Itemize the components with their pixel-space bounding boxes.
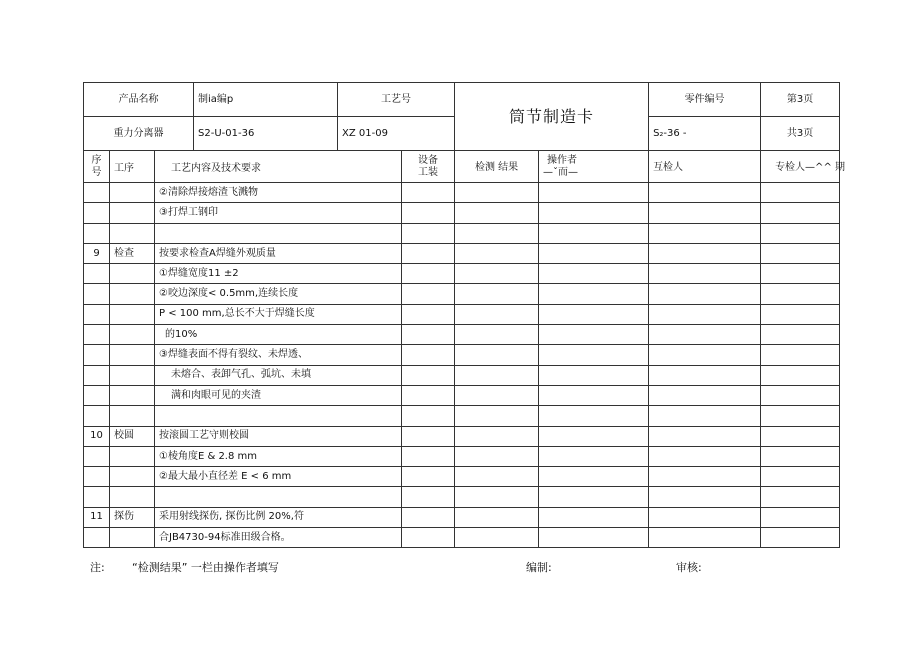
row-process (110, 446, 155, 466)
row-operator[interactable] (539, 467, 649, 487)
row-process (110, 264, 155, 284)
row-seq (84, 487, 110, 507)
row-equipment[interactable] (402, 325, 455, 345)
row-special-check[interactable] (761, 426, 840, 446)
table-row (84, 304, 840, 324)
row-mutual-check[interactable] (649, 487, 761, 507)
row-result[interactable] (455, 284, 539, 304)
row-seq (84, 203, 110, 223)
row-special-check[interactable] (761, 264, 840, 284)
row-operator[interactable] (539, 406, 649, 426)
row-seq (84, 345, 110, 365)
row-operator[interactable] (539, 365, 649, 385)
row-seq (84, 385, 110, 405)
row-result[interactable] (455, 264, 539, 284)
header-row-1 (84, 83, 840, 117)
part-no-label: 零件编号 (649, 83, 761, 117)
col-equipment (402, 151, 455, 183)
row-seq (84, 406, 110, 426)
row-operator[interactable] (539, 446, 649, 466)
row-seq (84, 325, 110, 345)
row-result[interactable] (455, 365, 539, 385)
table-row (84, 406, 840, 426)
row-mutual-check[interactable] (649, 304, 761, 324)
row-equipment[interactable] (402, 507, 455, 527)
row-equipment[interactable] (402, 487, 455, 507)
table-row (84, 528, 840, 548)
row-equipment[interactable] (402, 304, 455, 324)
row-special-check[interactable] (761, 325, 840, 345)
row-result[interactable] (455, 446, 539, 466)
row-special-check[interactable] (761, 304, 840, 324)
row-process (110, 183, 155, 203)
table-row (84, 264, 840, 284)
row-content: ①焊缝宽度11 ±2 (155, 264, 402, 284)
row-equipment[interactable] (402, 365, 455, 385)
row-result[interactable] (455, 487, 539, 507)
row-equipment[interactable] (402, 385, 455, 405)
table-row (84, 243, 840, 263)
row-operator[interactable] (539, 243, 649, 263)
row-process (110, 325, 155, 345)
table-row (84, 467, 840, 487)
footer-note-text: “检测结果” 一栏由操作者填写 (132, 561, 279, 574)
col-mutual-check: 互检人 (649, 151, 761, 183)
row-content: 采用射线探伤, 探伤比例 20%,符 (155, 507, 402, 527)
row-mutual-check[interactable] (649, 203, 761, 223)
row-content: ②咬边深度< 0.5mm,连续长度 (155, 284, 402, 304)
row-seq (84, 528, 110, 548)
row-process (110, 203, 155, 223)
row-mutual-check[interactable] (649, 446, 761, 466)
row-seq (84, 467, 110, 487)
col-process: 工序 (110, 151, 155, 183)
row-process (110, 406, 155, 426)
table-row (84, 325, 840, 345)
row-seq (84, 183, 110, 203)
table-row (84, 183, 840, 203)
row-result[interactable] (455, 426, 539, 446)
row-seq (84, 223, 110, 243)
row-result[interactable] (455, 528, 539, 548)
row-result[interactable] (455, 325, 539, 345)
row-process (110, 223, 155, 243)
row-operator[interactable] (539, 183, 649, 203)
row-content: ②最大最小直径差 E < 6 mm (155, 467, 402, 487)
row-seq (84, 446, 110, 466)
row-content: P < 100 mm,总长不大于焊缝长度 (155, 304, 402, 324)
row-process: 检查 (110, 243, 155, 263)
row-content: 合JB4730-94标准田级合格。 (155, 528, 402, 548)
row-mutual-check[interactable] (649, 385, 761, 405)
row-mutual-check[interactable] (649, 264, 761, 284)
row-operator[interactable] (539, 487, 649, 507)
table-row (84, 203, 840, 223)
col-operator-line1: 操作者 (547, 154, 578, 166)
row-content: 的10% (155, 325, 402, 345)
row-process (110, 284, 155, 304)
card-title: 筒节制造卡 (455, 83, 649, 151)
row-special-check[interactable] (761, 385, 840, 405)
process-no-value: XZ 01-09 (338, 117, 455, 151)
row-content: 按滚圆工艺守则校圆 (155, 426, 402, 446)
table-row (84, 507, 840, 527)
col-seq (84, 151, 110, 183)
col-operator-line2: —ˇ而— (543, 166, 579, 178)
row-special-check[interactable] (761, 243, 840, 263)
table-row (84, 345, 840, 365)
row-equipment[interactable] (402, 406, 455, 426)
row-seq (84, 365, 110, 385)
table-row (84, 446, 840, 466)
row-equipment[interactable] (402, 426, 455, 446)
row-process (110, 528, 155, 548)
table-row (84, 284, 840, 304)
row-special-check[interactable] (761, 507, 840, 527)
row-mutual-check[interactable] (649, 467, 761, 487)
row-special-check[interactable] (761, 467, 840, 487)
row-special-check[interactable] (761, 203, 840, 223)
row-special-check[interactable] (761, 284, 840, 304)
row-mutual-check[interactable] (649, 345, 761, 365)
row-seq (84, 284, 110, 304)
row-special-check[interactable] (761, 183, 840, 203)
footer-reviewed-label: 审核: (676, 561, 702, 574)
row-process: 探伤 (110, 507, 155, 527)
row-operator[interactable] (539, 385, 649, 405)
row-process: 校圆 (110, 426, 155, 446)
row-seq: 11 (84, 507, 110, 527)
row-result[interactable] (455, 385, 539, 405)
part-no-value: S₂-36 - (649, 117, 761, 151)
drawing-no-value: S2-U-01-36 (194, 117, 338, 151)
page-label: 第3页 (761, 83, 840, 117)
row-mutual-check[interactable] (649, 406, 761, 426)
row-result[interactable] (455, 243, 539, 263)
row-mutual-check[interactable] (649, 325, 761, 345)
row-content: 按要求检查A焊缝外观质量 (155, 243, 402, 263)
row-operator[interactable] (539, 223, 649, 243)
row-equipment[interactable] (402, 243, 455, 263)
row-mutual-check[interactable] (649, 243, 761, 263)
total-pages-label: 共3页 (761, 117, 840, 151)
row-mutual-check[interactable] (649, 507, 761, 527)
table-row (84, 487, 840, 507)
row-operator[interactable] (539, 528, 649, 548)
row-content: 满和肉眼可见的夹渣 (155, 385, 402, 405)
col-content: 工艺内容及技术要求 (155, 151, 402, 183)
row-equipment[interactable] (402, 183, 455, 203)
row-result[interactable] (455, 345, 539, 365)
col-result: 检测 结果 (455, 151, 539, 183)
row-seq: 9 (84, 243, 110, 263)
row-equipment[interactable] (402, 223, 455, 243)
col-equipment-line2: 工装 (418, 166, 439, 178)
row-mutual-check[interactable] (649, 528, 761, 548)
row-equipment[interactable] (402, 446, 455, 466)
row-process (110, 345, 155, 365)
footer-compiled-label: 编制: (526, 561, 552, 574)
process-no-label: 工艺号 (338, 83, 455, 117)
footer-note-label: 注: (90, 561, 105, 574)
row-process (110, 304, 155, 324)
row-operator[interactable] (539, 507, 649, 527)
row-seq (84, 304, 110, 324)
row-process (110, 385, 155, 405)
col-seq-line2: 号 (91, 166, 102, 178)
row-equipment[interactable] (402, 284, 455, 304)
col-equipment-line1: 设备 (418, 154, 439, 166)
product-name-label: 产品名称 (84, 83, 194, 117)
row-equipment[interactable] (402, 467, 455, 487)
row-result[interactable] (455, 467, 539, 487)
table-row (84, 385, 840, 405)
row-equipment[interactable] (402, 528, 455, 548)
row-mutual-check[interactable] (649, 223, 761, 243)
row-content (155, 487, 402, 507)
row-equipment[interactable] (402, 345, 455, 365)
row-result[interactable] (455, 507, 539, 527)
row-operator[interactable] (539, 203, 649, 223)
col-operator (539, 151, 649, 183)
row-result[interactable] (455, 304, 539, 324)
row-content (155, 223, 402, 243)
row-content: 未熔合、表卸气孔、弧坑、未填 (155, 365, 402, 385)
row-seq: 10 (84, 426, 110, 446)
drawing-no-label: 制ia编p (194, 83, 338, 117)
row-special-check[interactable] (761, 528, 840, 548)
col-special-check: 专检人—^^ 期 (761, 151, 840, 183)
column-header-row (84, 151, 840, 183)
table-row (84, 223, 840, 243)
row-content (155, 406, 402, 426)
row-mutual-check[interactable] (649, 426, 761, 446)
row-operator[interactable] (539, 426, 649, 446)
row-operator[interactable] (539, 345, 649, 365)
row-equipment[interactable] (402, 264, 455, 284)
row-result[interactable] (455, 183, 539, 203)
row-special-check[interactable] (761, 487, 840, 507)
row-content: ③焊缝表面不得有裂纹、未焊透、 (155, 345, 402, 365)
row-process (110, 467, 155, 487)
col-seq-line1: 序 (91, 154, 102, 166)
table-row (84, 365, 840, 385)
row-mutual-check[interactable] (649, 365, 761, 385)
row-operator[interactable] (539, 325, 649, 345)
row-operator[interactable] (539, 264, 649, 284)
row-process (110, 365, 155, 385)
row-special-check[interactable] (761, 223, 840, 243)
row-special-check[interactable] (761, 365, 840, 385)
row-seq (84, 264, 110, 284)
row-operator[interactable] (539, 304, 649, 324)
row-process (110, 487, 155, 507)
row-special-check[interactable] (761, 406, 840, 426)
product-name-value: 重力分离器 (84, 117, 194, 151)
row-content: ①棱角度E & 2.8 mm (155, 446, 402, 466)
row-result[interactable] (455, 203, 539, 223)
row-mutual-check[interactable] (649, 183, 761, 203)
row-special-check[interactable] (761, 345, 840, 365)
row-result[interactable] (455, 223, 539, 243)
row-result[interactable] (455, 406, 539, 426)
manufacturing-card-table (83, 82, 845, 548)
row-content: ②清除焊接熔渣飞溅物 (155, 183, 402, 203)
row-content: ③打焊工钢印 (155, 203, 402, 223)
row-operator[interactable] (539, 284, 649, 304)
row-mutual-check[interactable] (649, 284, 761, 304)
table-row (84, 426, 840, 446)
row-equipment[interactable] (402, 203, 455, 223)
row-special-check[interactable] (761, 446, 840, 466)
